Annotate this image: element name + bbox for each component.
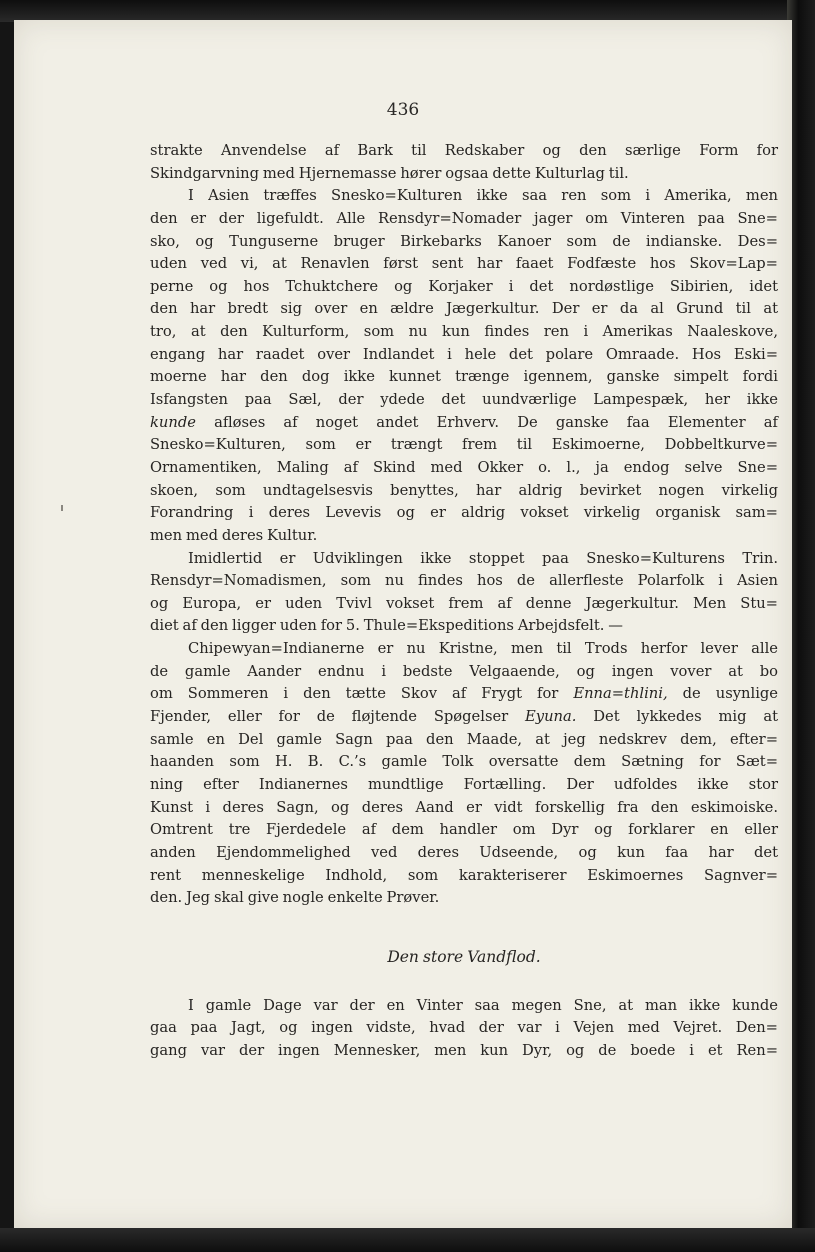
scan-bottom-edge <box>0 1228 815 1252</box>
text-line <box>150 683 778 706</box>
text-line: Chipewyan=Indianerne er nu Kristne, men til Trods herfor lever alle <box>188 640 778 658</box>
book-page <box>14 20 792 1228</box>
text-line: strakte Anvendelse af Bark til Redskaber og den særlige Form for <box>150 142 778 159</box>
italic-word: Enna=thlini, <box>573 685 668 703</box>
text-line: tro, at den Kulturform, som nu kun findes ren i Amerikas Naaleskove, <box>150 323 778 341</box>
italic-word: Eyuna. <box>525 708 577 726</box>
text-line: uden ved vi, at Renavlen først sent har faaet Fodfæste hos Skov=Lap= <box>150 255 778 273</box>
text-line: Isfangsten paa Sæl, der ydede det uundværlige Lampespæk, her ikke <box>150 391 778 409</box>
text-line: ning efter Indianernes mundtlige Fortælling. Der udfoldes ikke stor <box>150 775 778 793</box>
margin-mark <box>61 505 63 511</box>
text-line: Ornamentiken, Maling af Skind med Okker o. l., ja endog selve Sne= <box>150 458 778 476</box>
text-segment: om Sommeren i den tætte Skov af Frygt for <box>150 685 574 703</box>
text-line: den har bredt sig over en ældre Jægerkultur. Der er da al Grund til at <box>150 300 778 318</box>
text-line <box>150 706 778 729</box>
text-line: skoen, som undtagelsesvis benyttes, har aldrig bevirket nogen virkelig <box>150 481 778 499</box>
page-number: 436 <box>386 100 420 120</box>
text-line: og Europa, er uden Tvivl vokset frem af denne Jægerkultur. Men Stu= <box>150 594 778 612</box>
text-line <box>150 412 778 435</box>
text-line: moerne har den dog ikke kunnet trænge igennem, ganske simpelt fordi <box>150 368 778 386</box>
text-line: perne og hos Tchuktchere og Korjaker i det nordøstlige Sibirien, idet <box>150 277 778 295</box>
text-line: samle en Del gamle Sagn paa den Maade, at jeg nedskrev dem, efter= <box>150 730 778 748</box>
text-line: sko, og Tunguserne bruger Birkebarks Kanoer som de indianske. Des= <box>150 232 778 250</box>
scan-top-edge <box>0 0 815 22</box>
text-line: I gamle Dage var der en Vinter saa megen Sne, at man ikke kunde <box>188 996 778 1014</box>
body-text <box>150 140 778 1063</box>
text-line: Kunst i deres Sagn, og deres Aand er vidt forskellig fra den eskimoiske. <box>150 798 778 816</box>
text-line: Skindgarvning med Hjernemasse hører ogsaa dette Kulturlag til. <box>150 164 629 182</box>
text-line: engang har raadet over Indlandet i hele det polare Omraade. Hos Eski= <box>150 345 778 363</box>
text-line: Forandring i deres Levevis og er aldrig vokset virkelig organisk sam= <box>150 504 778 522</box>
text-line: rent menneskelige Indhold, som karakteriserer Eskimoernes Sagnver= <box>150 866 778 884</box>
text-line: anden Ejendommelighed ved deres Udseende, og kun faa har det <box>150 843 778 861</box>
text-line: den. Jeg skal give nogle enkelte Prøver. <box>150 889 440 907</box>
text-line: diet af den ligger uden for 5. Thule=Ekspeditions Arbejdsfelt. — <box>150 617 623 635</box>
text-line: gang var der ingen Mennesker, men kun Dyr, og de boede i et Ren= <box>150 1042 778 1060</box>
text-line: I Asien træffes Snesko=Kulturen ikke saa ren som i Amerika, men <box>188 187 778 205</box>
section-heading: Den store Vandflod. <box>387 947 541 966</box>
text-line: haanden som H. B. C.’s gamle Tolk oversatte dem Sætning for Sæt= <box>150 753 778 771</box>
text-line: Snesko=Kulturen, som er trængt frem til Eskimoerne, Dobbeltkurve= <box>150 436 778 454</box>
text-segment: Det lykkedes mig at <box>576 708 778 726</box>
text-line: den er der ligefuldt. Alle Rensdyr=Nomader jager om Vinteren paa Sne= <box>150 209 778 227</box>
text-line: de gamle Aander endnu i bedste Velgaaende, og ingen vover at bo <box>150 662 778 680</box>
text-segment: de usynlige <box>667 685 778 703</box>
text-segment: Fjender, eller for de fløjtende Spøgelser <box>150 708 526 726</box>
text-line: men med deres Kultur. <box>150 526 318 544</box>
italic-word: kunde <box>150 413 196 431</box>
text-segment: afløses af noget andet Erhverv. De ganske faa Elementer af <box>195 413 778 431</box>
text-line: Omtrent tre Fjerdedele af dem handler om Dyr og forklarer en eller <box>150 821 778 839</box>
text-line: gaa paa Jagt, og ingen vidste, hvad der var i Vejen med Vejret. Den= <box>150 1019 778 1037</box>
text-line: Imidlertid er Udviklingen ikke stoppet paa Snesko=Kulturens Trin. <box>188 549 778 567</box>
text-line: Rensdyr=Nomadismen, som nu findes hos de allerfleste Polarfolk i Asien <box>150 572 778 590</box>
